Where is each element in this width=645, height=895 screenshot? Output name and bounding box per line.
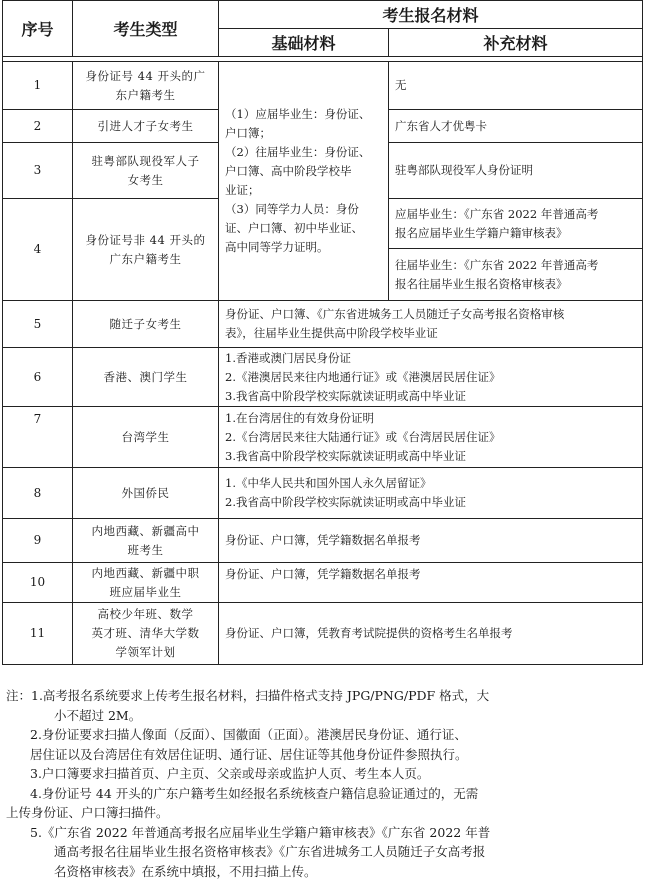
- row-number: 7: [3, 407, 73, 468]
- note-4: 4.身份证号 44 开头的广东户籍考生如经报名系统核查户籍信息验证通过的，无需 上传身份证、户口簿扫描件。: [6, 785, 479, 820]
- basic-materials: （1）应届毕业生：身份证、 户口簿； （2）往届毕业生：身份证、 户口簿、高中阶段学校毕 业证； （3）同等学力人员：身份 证、户口簿、初中毕业证、 高中同等学力证明。: [219, 62, 389, 301]
- row-type: 身份证号 44 开头的广 东户籍考生: [73, 62, 219, 110]
- table-row: [3, 348, 643, 407]
- row-materials: 身份证、户口簿、《广东省进城务工人员随迁子女高考报名资格审核 表》，往届毕业生提供高中阶段学校毕业证: [219, 301, 643, 348]
- row-type: 台湾学生: [73, 407, 219, 468]
- row-materials: 1.《中华人民共和国外国人永久居留证》 2.我省高中阶段学校实际就读证明或高中毕业证: [219, 468, 643, 519]
- row-supplementary: 无: [389, 62, 643, 110]
- note-3: 3.户口簿要求扫描首页、户主页、父亲或母亲或监护人页、考生本人页。: [30, 766, 430, 781]
- header-seq: 序号: [3, 1, 73, 57]
- row-number: 5: [3, 301, 73, 348]
- header-type: 考生类型: [73, 1, 219, 57]
- row-number: 9: [3, 519, 73, 563]
- row-type: 内地西藏、新疆高中 班考生: [73, 519, 219, 563]
- row-supplementary-previous: 往届毕业生：《广东省 2022 年普通高考 报名往届毕业生报名资格审核表》: [389, 249, 643, 301]
- table-row: [3, 519, 643, 563]
- table-row: [3, 301, 643, 348]
- row-number: 10: [3, 563, 73, 603]
- row-supplementary-current: 应届毕业生：《广东省 2022 年普通高考 报名应届毕业生学籍户籍审核表》: [389, 199, 643, 249]
- row-type: 驻粤部队现役军人子 女考生: [73, 143, 219, 199]
- row-type: 引进人才子女考生: [73, 110, 219, 143]
- row-materials: 1.香港或澳门居民身份证 2.《港澳居民来往内地通行证》或《港澳居民居住证》 3.我省高中阶段学校实际就读证明或高中毕业证: [219, 348, 643, 407]
- row-number: 8: [3, 468, 73, 519]
- row-materials: 身份证、户口簿，凭学籍数据名单报考: [219, 563, 643, 603]
- row-type: 外国侨民: [73, 468, 219, 519]
- notes-section: [6, 686, 636, 881]
- row-type: 香港、澳门学生: [73, 348, 219, 407]
- row-supplementary: 驻粤部队现役军人身份证明: [389, 143, 643, 199]
- row-supplementary: 广东省人才优粤卡: [389, 110, 643, 143]
- table-row: [3, 62, 643, 110]
- note-2: 2.身份证要求扫描人像面（反面）、国徽面（正面）。港澳居民身份证、通行证、 居住证以及台湾居住有效居住证明、通行证、居住证等其他身份证件参照执行。: [30, 727, 468, 762]
- materials-table: [2, 0, 643, 665]
- row-type: 身份证号非 44 开头的 广东户籍考生: [73, 199, 219, 301]
- table-row: [3, 603, 643, 665]
- row-materials: 身份证、户口簿，凭教育考试院提供的资格考生名单报考: [219, 603, 643, 665]
- header-group: 考生报名材料: [219, 1, 643, 29]
- header-supp: 补充材料: [389, 29, 643, 57]
- table-row: [3, 563, 643, 603]
- row-type: 内地西藏、新疆中职 班应届毕业生: [73, 563, 219, 603]
- row-type: 随迁子女考生: [73, 301, 219, 348]
- row-number: 1: [3, 62, 73, 110]
- row-materials: 1.在台湾居住的有效身份证明 2.《台湾居民来往大陆通行证》或《台湾居民居住证》 3.我省高中阶段学校实际就读证明或高中毕业证: [219, 407, 643, 468]
- row-number: 3: [3, 143, 73, 199]
- note-1: 注：1.高考报名系统要求上传考生报名材料，扫描件格式支持 JPG/PNG/PDF 格式，大 小不超过 2M。: [6, 688, 490, 723]
- note-5: 5.《广东省 2022 年普通高考报名应届毕业生学籍户籍审核表》《广东省 2022 年普 通高考报名往届毕业生报名资格审核表》《广东省进城务工人员随迁子女高考报 名资格审核表》在系统中填报，不用扫描上传。: [30, 824, 491, 879]
- row-materials: 身份证、户口簿，凭学籍数据名单报考: [219, 519, 643, 563]
- table-row: [3, 468, 643, 519]
- table-row: [3, 407, 643, 468]
- row-number: 2: [3, 110, 73, 143]
- row-number: 4: [3, 199, 73, 301]
- row-number: 6: [3, 348, 73, 407]
- row-type: 高校少年班、数学 英才班、清华大学数 学领军计划: [73, 603, 219, 665]
- row-number: 11: [3, 603, 73, 665]
- header-basic: 基础材料: [219, 29, 389, 57]
